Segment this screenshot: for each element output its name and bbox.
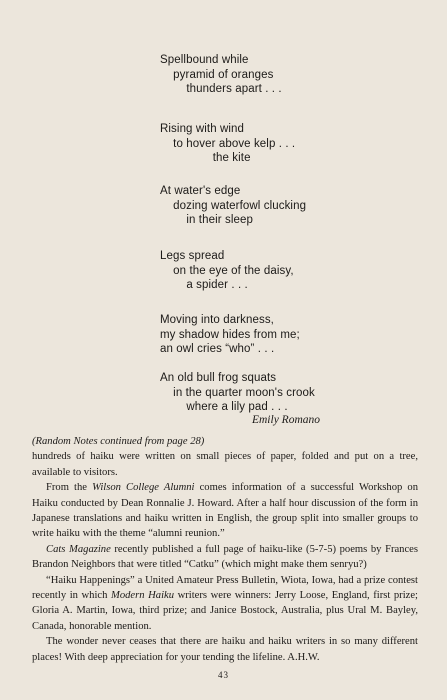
- notes-text: comes information of a successful Workshop on Haiku conducted by Dean Ronnalie J. Howard. After a half hour discussion of the form in Japanese translations and haiku written in English, the group split into smaller groups to write haiku with the theme “alumni reunion.”: [32, 482, 418, 540]
- notes-paragraph: The wonder never ceases that there are haiku and haiku writers in so many different places! With deep appreciation for your tending the lifeline. A.H.W.: [32, 636, 418, 663]
- notes-text: “Haiku Happenings” a United Amateur Press Bulletin, Wiota, Iowa, had a prize contest recently in which: [32, 574, 418, 602]
- haiku-line: on the eye of the daisy,: [160, 264, 294, 277]
- publication-title: Modern Haiku: [111, 590, 175, 602]
- haiku-moving-into-darkness: [160, 313, 430, 357]
- notes-paragraph: [32, 573, 418, 635]
- publication-title: Cats Magazine: [46, 543, 111, 555]
- haiku-line: a spider . . .: [160, 279, 248, 291]
- haiku-line: An old bull frog squats: [160, 372, 277, 384]
- haiku-line: my shadow hides from me;: [160, 328, 300, 341]
- haiku-line: Rising with wind: [160, 123, 245, 135]
- haiku-line: Legs spread: [160, 250, 225, 262]
- haiku-line: Spellbound while: [160, 54, 249, 66]
- haiku-line: pyramid of oranges: [160, 68, 274, 81]
- haiku-line: to hover above kelp . . .: [160, 137, 296, 150]
- page-number: 43: [218, 670, 229, 680]
- haiku-line: Moving into darkness,: [160, 314, 274, 326]
- haiku-line: in their sleep: [160, 214, 253, 226]
- notes-text: recently published a full page of haiku-like (5-7-5) poems by Frances Brandon Neighbors that were titled “Catku” (which might make them senryu?): [32, 543, 419, 571]
- author-signature: Emily Romano: [251, 414, 320, 426]
- haiku-line: the kite: [160, 152, 251, 164]
- haiku-line: At water's edge: [160, 185, 241, 197]
- notes-paragraph: [32, 542, 418, 573]
- notes-text: From the: [46, 482, 93, 494]
- continued-note: [32, 434, 418, 449]
- haiku-line: in the quarter moon's crook: [160, 386, 315, 399]
- haiku-line: dozing waterfowl clucking: [160, 199, 307, 212]
- haiku-line: an owl cries “who” . . .: [160, 343, 275, 355]
- haiku-old-bull-frog: [160, 371, 430, 415]
- haiku-legs-spread: [160, 249, 430, 293]
- haiku-line: where a lily pad . . .: [160, 401, 288, 413]
- publication-title: Wilson College Alumni: [92, 482, 195, 494]
- notes-paragraph: [32, 480, 418, 542]
- haiku-line: thunders apart . . .: [160, 83, 282, 95]
- continued-note-text: continued from page 28): [97, 436, 205, 447]
- notes-paragraph: hundreds of haiku were written on small pieces of paper, folded and put on a tree, available to visitors.: [32, 451, 418, 478]
- haiku-spellbound: [160, 53, 430, 97]
- notes-text: writers were winners: Jerry Loose, England, first prize; Gloria A. Martin, Iowa, third prize; and Janice Bostock, Australia, plus Ural M. Bayley, Canada, honorable mention.: [32, 590, 418, 632]
- random-notes-section: [32, 434, 418, 665]
- haiku-rising-with-wind: [160, 122, 430, 166]
- continued-note-title: (Random Notes: [32, 436, 98, 447]
- haiku-waters-edge: [160, 184, 430, 228]
